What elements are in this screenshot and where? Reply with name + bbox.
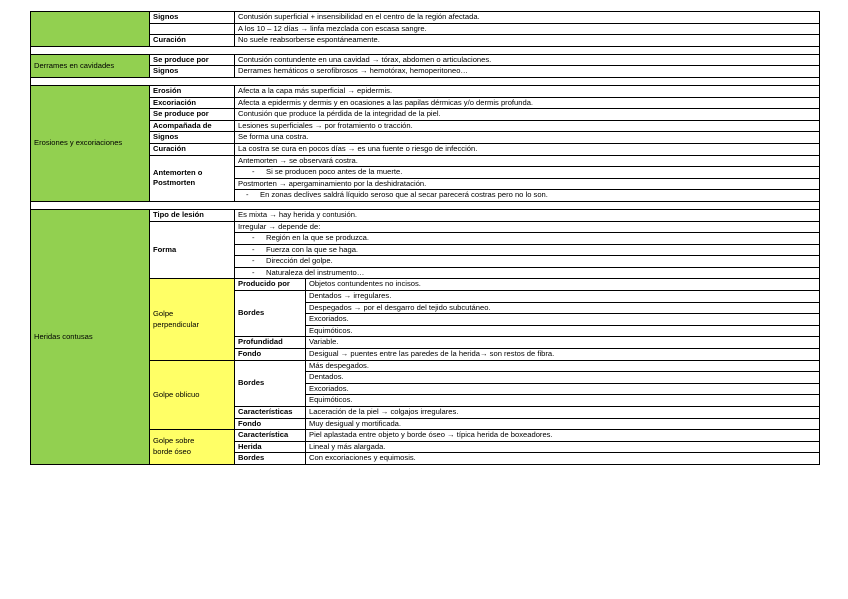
bullet-line: - Dirección del golpe. [238, 256, 816, 267]
row-value: Equimóticos. [306, 395, 820, 407]
label-line: borde óseo [153, 447, 191, 457]
label-line: Postmorten [153, 178, 196, 188]
category-cell [31, 12, 150, 47]
row-value: Con excoriaciones y equimosis. [306, 453, 820, 465]
table-row [31, 12, 820, 24]
table-row [31, 155, 820, 167]
row-value: Piel aplastada entre objeto y borde óseo → típica herida de boxeadores. [306, 430, 820, 442]
row-label: Erosión [150, 85, 235, 97]
row-value: Variable. [306, 337, 820, 349]
row-value: Antemorten → se observará costra. [235, 155, 820, 167]
contusion-summary-table [30, 11, 820, 465]
bullet-line: - Naturaleza del instrumento… [238, 268, 816, 279]
bullet-line: - Si se producen poco antes de la muerte. [238, 167, 816, 178]
subcategory-golpe-oblicuo: Golpe oblicuo [150, 360, 235, 430]
row-label: Tipo de lesión [150, 209, 235, 221]
row-label [150, 23, 235, 35]
row-value: Contusión contundente en una cavidad → tórax, abdomen o articulaciones. [235, 54, 820, 66]
row-value: Afecta a epidermis y dermis y en ocasiones a las papilas dérmicas y/o dermis profunda. [235, 97, 820, 109]
row-label: Fondo [235, 418, 306, 430]
text-line: Contusión superficial + insensibilidad en el centro de la región afectada. [238, 12, 480, 21]
row-value [235, 233, 820, 245]
row-label: Signos [150, 12, 235, 24]
row-label: Fondo [235, 349, 306, 361]
row-value: La costra se cura en pocos días → es una fuente o riesgo de infección. [235, 143, 820, 155]
table-row [31, 54, 820, 66]
row-value: Afecta a la capa más superficial → epidermis. [235, 85, 820, 97]
spacer-row [31, 201, 820, 209]
table-row [31, 85, 820, 97]
row-value: Objetos contundentes no incisos. [306, 279, 820, 291]
table-row [31, 132, 820, 144]
row-label: Característica [235, 430, 306, 442]
row-label: Profundidad [235, 337, 306, 349]
row-label: Curación [150, 35, 235, 47]
label-line: Golpe sobre [153, 436, 195, 446]
row-value: No suele reabsorberse espontáneamente. [235, 35, 820, 47]
row-label: Producido por [235, 279, 306, 291]
row-value [235, 267, 820, 279]
bullet-line: - Fuerza con la que se haga. [238, 245, 816, 256]
table-row [31, 66, 820, 78]
row-label: Acompañada de [150, 120, 235, 132]
label-line: perpendicular [153, 319, 200, 329]
category-heridas: Heridas contusas [31, 209, 150, 464]
row-value: Excoriados. [306, 314, 820, 326]
category-erosiones: Erosiones y excoriaciones [31, 85, 150, 201]
row-value: Excoriados. [306, 383, 820, 395]
row-label-antemorten [150, 155, 235, 201]
row-label: Forma [150, 221, 235, 279]
table-row [31, 109, 820, 121]
bullet-line: - En zonas declives saldrá líquido seroso que al secar parecerá costras pero no lo son. [238, 190, 816, 201]
row-value [235, 244, 820, 256]
table-row [31, 360, 820, 372]
row-value: Dentados. [306, 372, 820, 384]
row-value [235, 190, 820, 202]
row-value: Muy desigual y mortificada. [306, 418, 820, 430]
table-row [31, 143, 820, 155]
spacer [31, 201, 820, 209]
row-label: Herida [235, 441, 306, 453]
table-row [31, 97, 820, 109]
subcategory-golpe-perpendicular [150, 279, 235, 360]
row-value: Dentados → irregulares. [306, 291, 820, 303]
row-value [235, 256, 820, 268]
row-value: Laceración de la piel → colgajos irregulares. [306, 407, 820, 419]
row-label: Excoriación [150, 97, 235, 109]
row-value [235, 23, 820, 35]
text-line: A los 10 – 12 días → linfa mezclada con escasa sangre. [238, 23, 427, 33]
row-value: Lesiones superficiales → por frotamiento o tracción. [235, 120, 820, 132]
spacer-row [31, 77, 820, 85]
table-row [31, 209, 820, 221]
table-row [31, 279, 820, 291]
spacer [31, 77, 820, 85]
row-label: Bordes [235, 453, 306, 465]
row-label: Bordes [235, 360, 306, 406]
row-label: Se produce por [150, 54, 235, 66]
row-value: Despegados → por el desgarro del tejido subcutáneo. [306, 302, 820, 314]
row-value: Derrames hemáticos o serofibrosos → hemotórax, hemoperitoneo… [235, 66, 820, 78]
table-row [31, 430, 820, 442]
category-derrames: Derrames en cavidades [31, 54, 150, 77]
row-value: Se forma una costra. [235, 132, 820, 144]
row-value: Irregular → depende de: [235, 221, 820, 233]
row-value [235, 167, 820, 179]
spacer [31, 46, 820, 54]
row-label: Signos [150, 132, 235, 144]
table-row [31, 120, 820, 132]
row-label: Bordes [235, 291, 306, 337]
label-line: Antemorten o [153, 167, 203, 177]
row-value: Desigual → puentes entre las paredes de la herida→ son restos de fibra. [306, 349, 820, 361]
row-value: Contusión que produce la pérdida de la integridad de la piel. [235, 109, 820, 121]
row-value: Es mixta → hay herida y contusión. [235, 209, 820, 221]
row-label: Curación [150, 143, 235, 155]
row-value: Más despegados. [306, 360, 820, 372]
table-row [31, 221, 820, 233]
table-row [31, 35, 820, 47]
bullet-line: - Región en la que se produzca. [238, 233, 816, 244]
subcategory-golpe-borde-oseo [150, 430, 235, 465]
row-label: Características [235, 407, 306, 419]
row-value: Lineal y más alargada. [306, 441, 820, 453]
row-value: Equimóticos. [306, 325, 820, 337]
row-value: Postmorten → apergaminamiento por la deshidratación. [235, 178, 820, 190]
label-line: Golpe [153, 308, 174, 318]
spacer-row [31, 46, 820, 54]
table-row [31, 23, 820, 35]
row-label: Se produce por [150, 109, 235, 121]
row-value [235, 12, 820, 24]
row-label: Signos [150, 66, 235, 78]
